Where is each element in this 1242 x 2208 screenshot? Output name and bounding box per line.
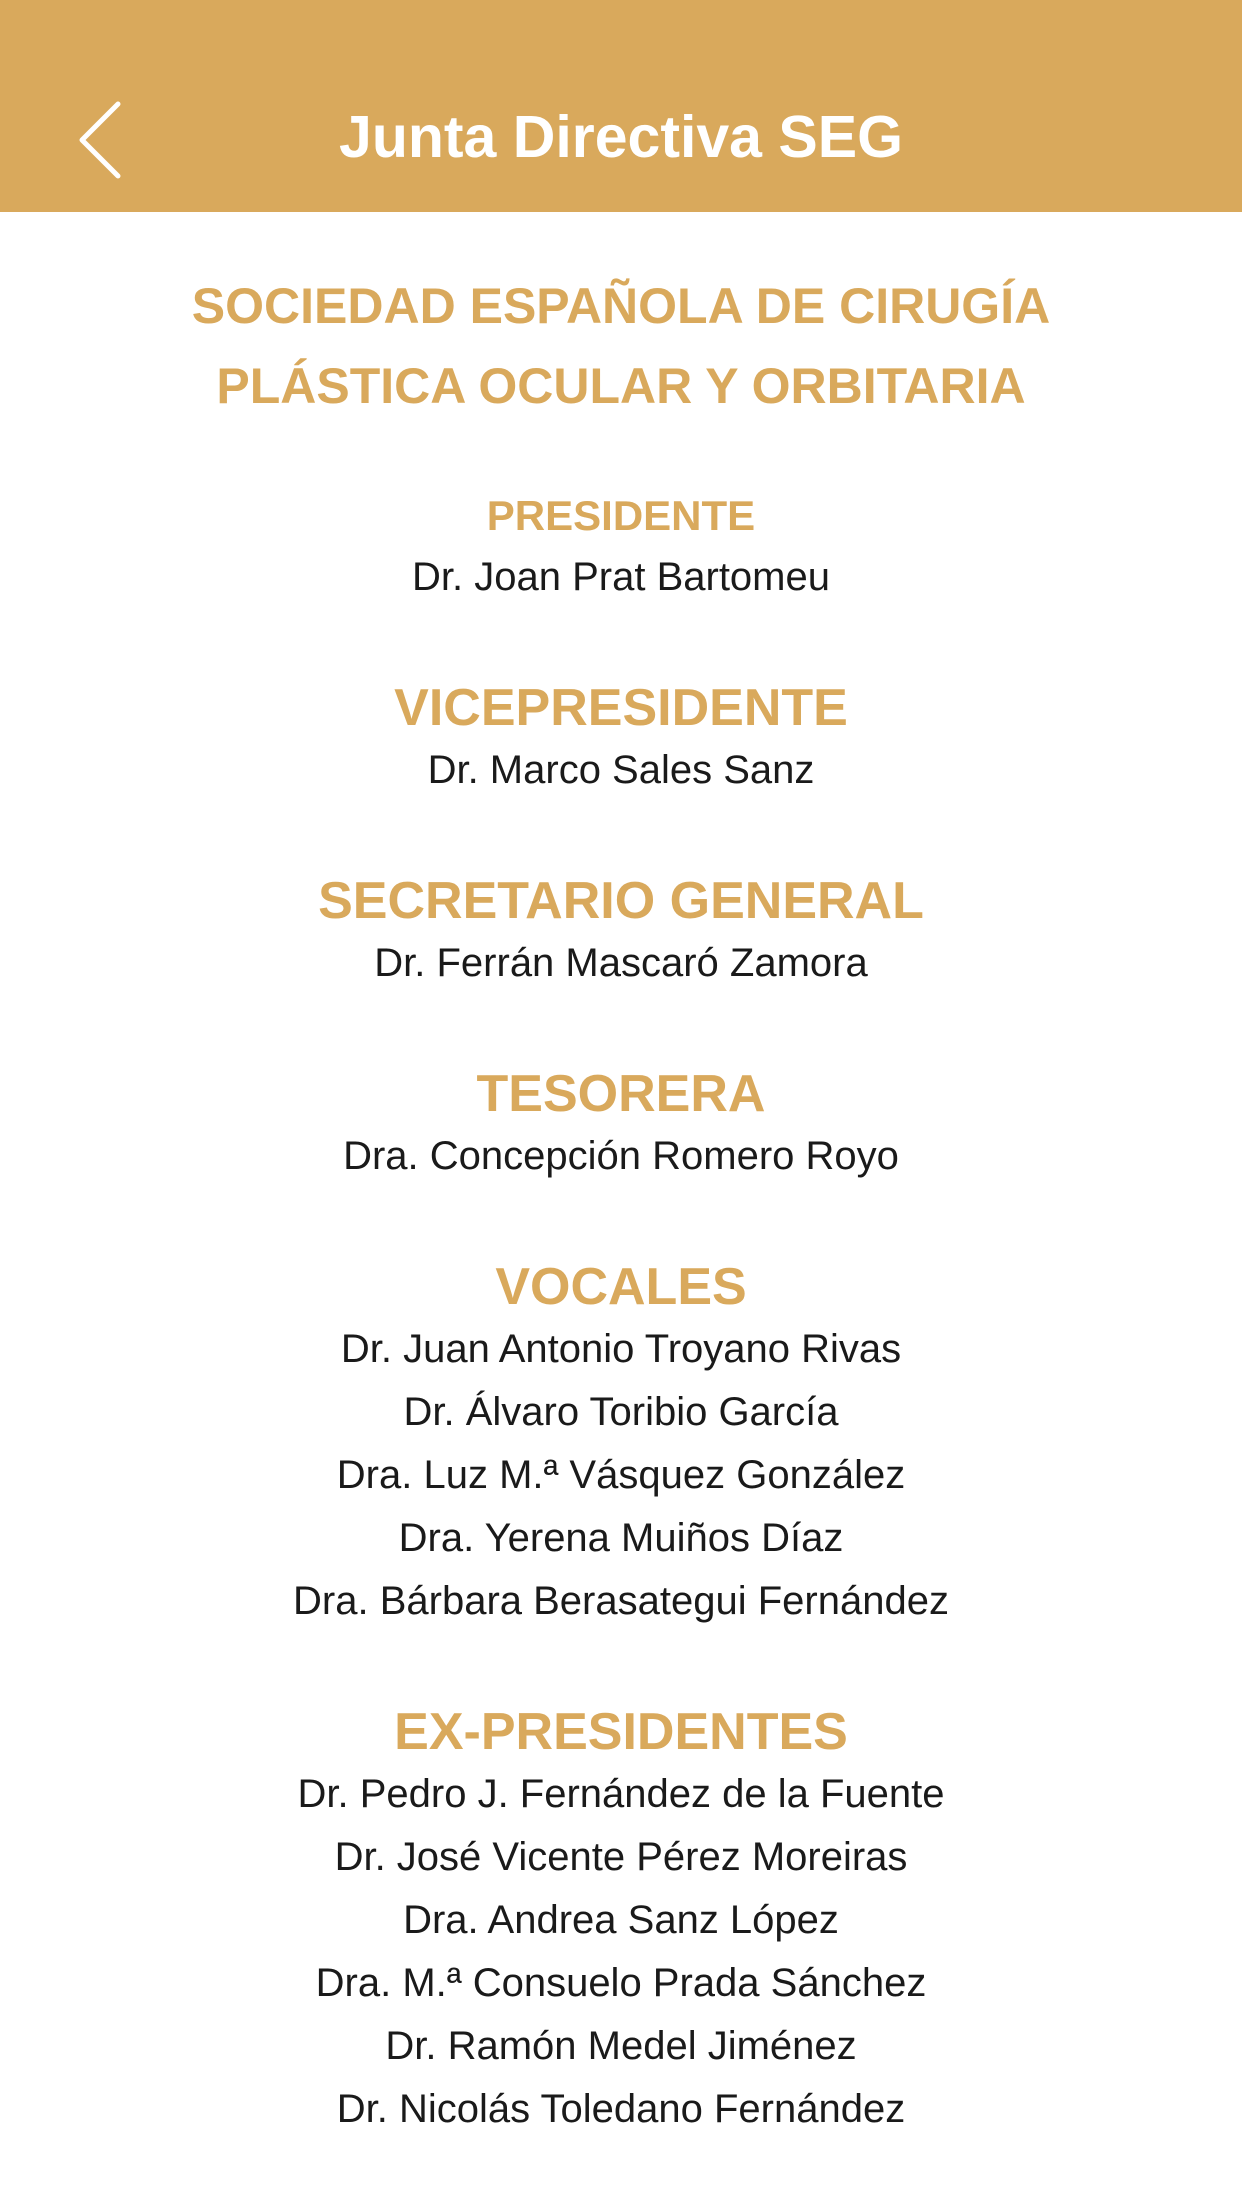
section-heading-vicepresidente: VICEPRESIDENTE: [394, 679, 848, 737]
section-spacer: [0, 609, 1242, 677]
member-name: Dra. Luz M.ª Vásquez González: [336, 1453, 906, 1497]
member-name: Dra. M.ª Consuelo Prada Sánchez: [315, 1961, 927, 2005]
section-spacer: [0, 1633, 1242, 1701]
member-name: Dra. Bárbara Berasategui Fernández: [293, 1579, 949, 1623]
member-name: Dr. José Vicente Pérez Moreiras: [334, 1835, 908, 1879]
organization-title: [0, 266, 1242, 426]
section-heading-presidente: PRESIDENTE: [486, 492, 756, 539]
member-name: Dr. Álvaro Toribio García: [403, 1390, 839, 1434]
section-heading-tesorera: TESORERA: [476, 1065, 766, 1123]
page-title: Junta Directiva SEG: [339, 104, 903, 170]
section-heading-vocales: VOCALES: [495, 1258, 747, 1316]
nav-header: [0, 0, 1242, 212]
organization-title-line1: SOCIEDAD ESPAÑOLA DE CIRUGÍA: [191, 278, 1051, 334]
member-name: Dra. Andrea Sanz López: [403, 1898, 839, 1942]
member-name: Dra. Yerena Muiños Díaz: [398, 1516, 844, 1560]
member-name: Dr. Juan Antonio Troyano Rivas: [340, 1327, 902, 1371]
organization-title-line2: PLÁSTICA OCULAR Y ORBITARIA: [216, 358, 1026, 414]
section-spacer: [0, 995, 1242, 1063]
section-spacer: [0, 1188, 1242, 1256]
section-heading-expresidentes: EX-PRESIDENTES: [394, 1703, 848, 1761]
member-name: Dr. Ferrán Mascaró Zamora: [374, 941, 868, 985]
member-name: Dra. Concepción Romero Royo: [343, 1134, 899, 1178]
member-name: Dr. Nicolás Toledano Fernández: [336, 2087, 906, 2131]
member-name: Dr. Marco Sales Sanz: [427, 748, 815, 792]
section-spacer: [0, 802, 1242, 870]
section-heading-secretario: SECRETARIO GENERAL: [318, 872, 924, 930]
member-name: Dr. Joan Prat Bartomeu: [412, 555, 830, 599]
board-content: [0, 212, 1242, 2141]
member-name: Dr. Ramón Medel Jiménez: [385, 2024, 857, 2068]
member-name: Dr. Pedro J. Fernández de la Fuente: [297, 1772, 945, 1816]
